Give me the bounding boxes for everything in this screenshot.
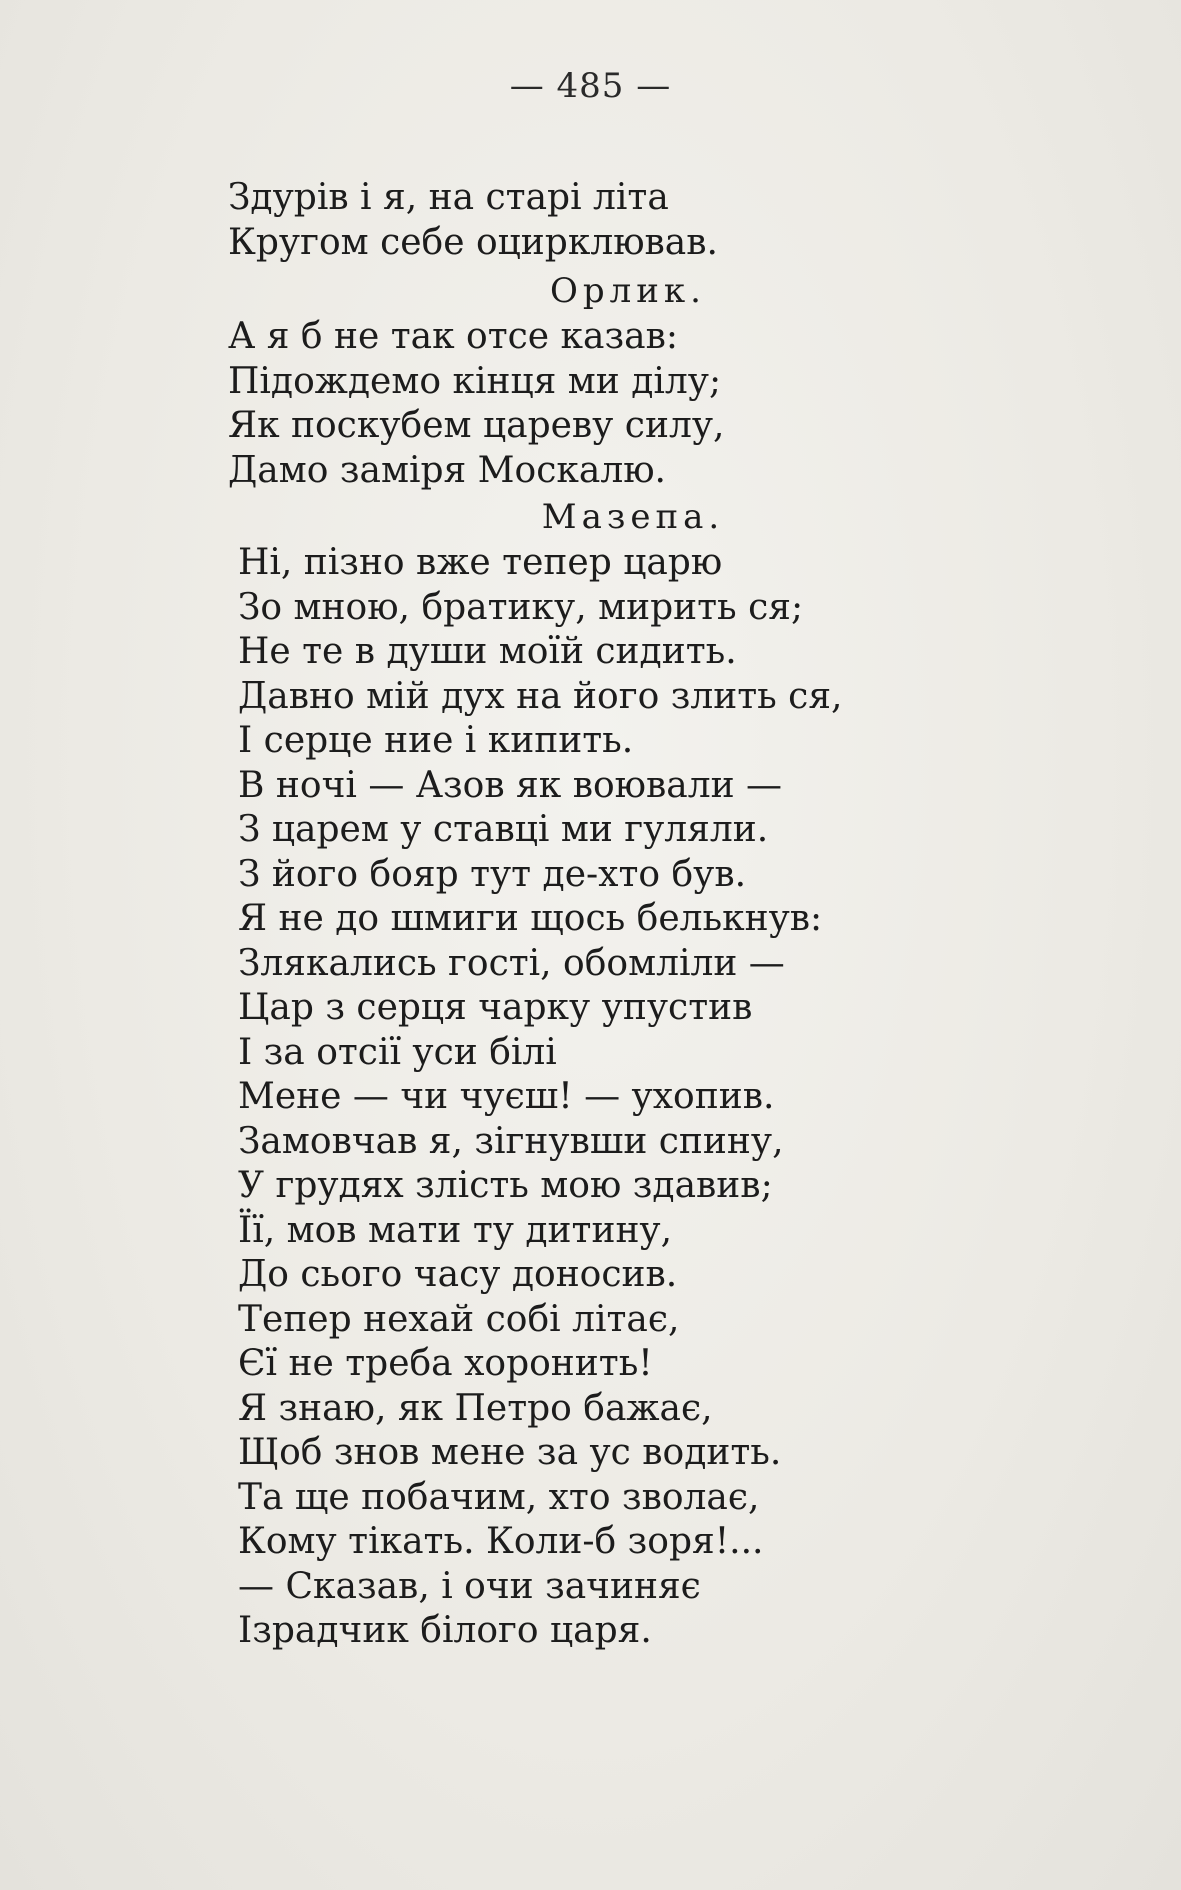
verse-line: А я б не так отсе казав: (228, 316, 678, 357)
verse-line: Ізрадчик білого царя. (238, 1610, 652, 1651)
verse-line: З його бояр тут де-хто був. (238, 853, 747, 895)
verse-line: — Сказав, і очи зачиняє (238, 1565, 701, 1607)
verse-line: Я не до шмиги щось белькнув: (238, 898, 823, 939)
verse-line: Цар з серця чарку упустив (238, 987, 753, 1028)
verse-line: Єї не треба хоронить! (238, 1343, 653, 1384)
speaker-heading-mazepa: Мазепа. (541, 497, 725, 537)
poem-text (228, 176, 948, 1654)
verse-line: З царем у ставці ми гуляли. (238, 809, 769, 850)
verse-line: І за отсії уси білі (238, 1031, 557, 1073)
verse-line: Здурів і я, на старі літа (228, 177, 669, 218)
verse-line: Підождемо кінця ми ділу; (228, 360, 722, 402)
speaker-heading-orlyk: Орлик. (550, 271, 706, 311)
verse-line: Кому тікать. Коли-б зоря!... (238, 1521, 764, 1562)
verse-line: До сього часу доносив. (238, 1254, 678, 1295)
verse-line: Давно мій дух на його злить ся, (238, 675, 843, 717)
verse-line: Та ще побачим, хто зволає, (238, 1476, 760, 1518)
verse-line: Дамо заміря Москалю. (228, 449, 666, 491)
verse-line: Не те в души моїй сидить. (238, 631, 737, 672)
verse-block-orlyk (228, 267, 948, 493)
verse-line: Мене — чи чуєш! — ухопив. (238, 1076, 775, 1117)
verse-block-opening (228, 176, 948, 265)
verse-line: І серце ние і кипить. (238, 720, 634, 761)
verse-line: Злякались гості, обомліли — (238, 942, 785, 984)
verse-line: Її, мов мати ту дитину, (238, 1209, 673, 1251)
page-number: — 485 — (509, 66, 672, 106)
verse-line: Щоб знов мене за ус водить. (238, 1432, 782, 1473)
verse-line: Тепер нехай собі літає, (238, 1298, 680, 1340)
verse-block-mazepa (228, 493, 948, 1654)
verse-line: Я знаю, як Петро бажає, (238, 1387, 713, 1429)
verse-line: Замовчав я, зігнувши спину, (238, 1120, 784, 1162)
verse-line: Ні, пізно вже тепер царю (238, 542, 723, 583)
verse-line: Зо мною, братику, мирить ся; (238, 586, 804, 628)
verse-line: В ночі — Азов як воювали — (238, 764, 783, 806)
verse-line: Як поскубем цареву силу, (228, 405, 725, 446)
verse-line: У грудях злість мою здавив; (238, 1165, 773, 1206)
verse-line: Кругом себе оцирклював. (228, 221, 718, 263)
